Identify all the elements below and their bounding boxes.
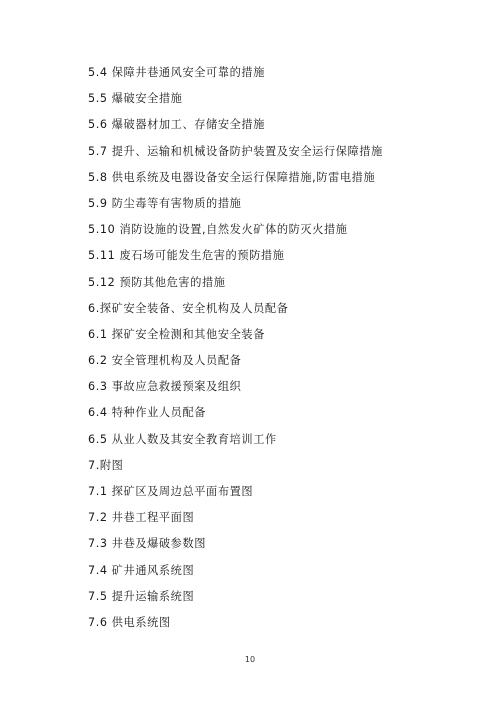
toc-entry: 5.11 废石场可能发生危害的预防措施	[88, 249, 285, 263]
toc-entry: 6.4 特种作业人员配备	[88, 406, 207, 420]
toc-entry: 5.8 供电系统及电器设备安全运行保障措施,防雷电措施	[88, 170, 376, 184]
toc-section-heading: 6.探矿安全装备、安全机构及人员配备	[88, 301, 289, 315]
toc-entry: 5.5 爆破安全措施	[88, 92, 183, 106]
table-of-contents	[88, 63, 418, 639]
toc-entry: 6.2 安全管理机构及人员配备	[88, 354, 242, 368]
toc-entry: 5.9 防尘毒等有害物质的措施	[88, 196, 242, 210]
page-number: 10	[244, 655, 256, 664]
toc-entry: 6.5 从业人数及其安全教育培训工作	[88, 432, 277, 446]
toc-entry: 6.1 探矿安全检测和其他安全装备	[88, 327, 265, 341]
toc-entry: 5.12 预防其他危害的措施	[88, 275, 226, 289]
toc-entry: 7.1 探矿区及周边总平面布置图	[88, 485, 254, 498]
toc-entry: 7.6 供电系统图	[88, 615, 171, 629]
toc-entry: 7.4 矿井通风系统图	[88, 563, 195, 577]
toc-entry: 5.6 爆破器材加工、存储安全措施	[88, 118, 265, 132]
toc-entry: 6.3 事故应急救援预案及组织	[88, 380, 242, 394]
toc-entry: 5.4 保障井巷通风安全可靠的措施	[88, 66, 265, 79]
toc-section-heading: 7.附图	[88, 458, 124, 472]
toc-entry: 7.2 井巷工程平面图	[88, 511, 195, 525]
toc-entry: 5.10 消防设施的设置,自然发火矿体的防灭火措施	[88, 223, 348, 237]
toc-entry: 7.3 井巷及爆破参数图	[88, 537, 207, 551]
toc-entry: 7.5 提升运输系统图	[88, 589, 195, 603]
toc-entry: 5.7 提升、运输和机械设备防护装置及安全运行保障措施	[88, 144, 383, 158]
